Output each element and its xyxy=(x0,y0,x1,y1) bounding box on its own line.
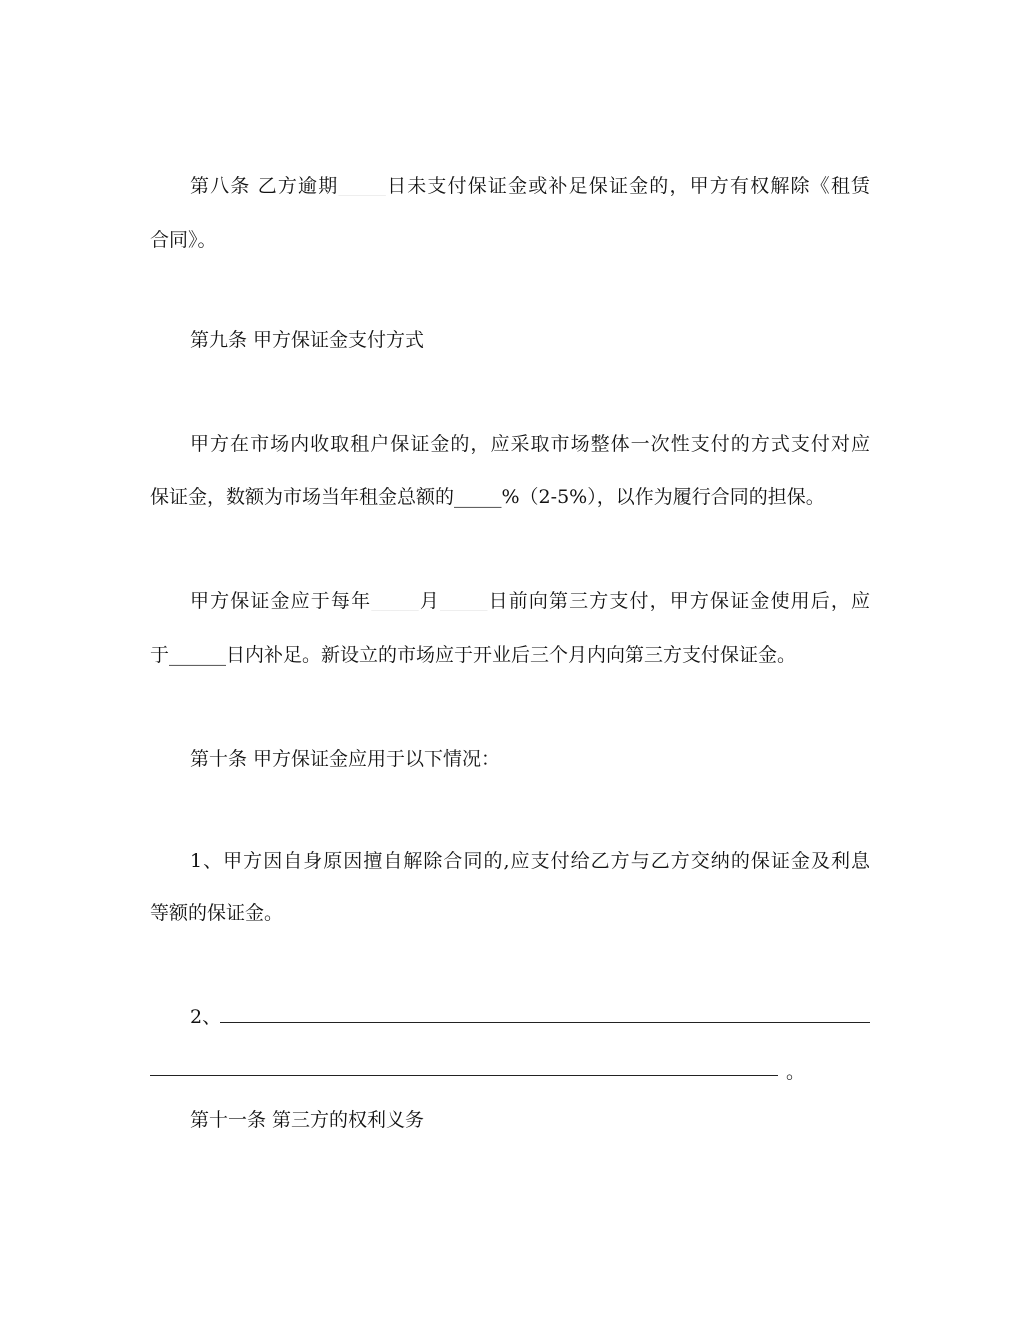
payment-deadline-line-1: 甲方保证金应于每年_____月_____日前向第三方支付，甲方保证金使用后，应 xyxy=(190,591,870,611)
article-10-heading: 第十条 甲方保证金应用于以下情况： xyxy=(190,748,501,770)
payment-method-line-1: 甲方在市场内收取租户保证金的，应采取市场整体一次性支付的方式支付对应 xyxy=(190,434,870,454)
article-8-line-2: 合同》。 xyxy=(150,229,217,251)
item-2-end-mark: 。 xyxy=(786,1061,806,1083)
article-10-item-1-line-1: 1、甲方因自身原因擅自解除合同的,应支付给乙方与乙方交纳的保证金及利息 xyxy=(190,851,870,871)
article-9-heading: 第九条 甲方保证金支付方式 xyxy=(190,329,425,351)
article-8-line-1: 第八条 乙方逾期_____日未支付保证金或补足保证金的，甲方有权解除《租赁 xyxy=(190,176,870,196)
item-2-blank-line-2 xyxy=(150,1075,778,1076)
article-10-item-1-line-2: 等额的保证金。 xyxy=(150,902,284,924)
article-11-heading: 第十一条 第三方的权利义务 xyxy=(190,1109,425,1131)
payment-deadline-line-2: 于______日内补足。新设立的市场应于开业后三个月内向第三方支付保证金。 xyxy=(150,644,797,666)
article-10-item-2-label: 2、 xyxy=(190,1006,222,1028)
payment-method-line-2: 保证金，数额为市场当年租金总额的_____%（2-5%），以作为履行合同的担保。 xyxy=(150,486,825,508)
item-2-blank-line-1 xyxy=(220,1022,870,1023)
